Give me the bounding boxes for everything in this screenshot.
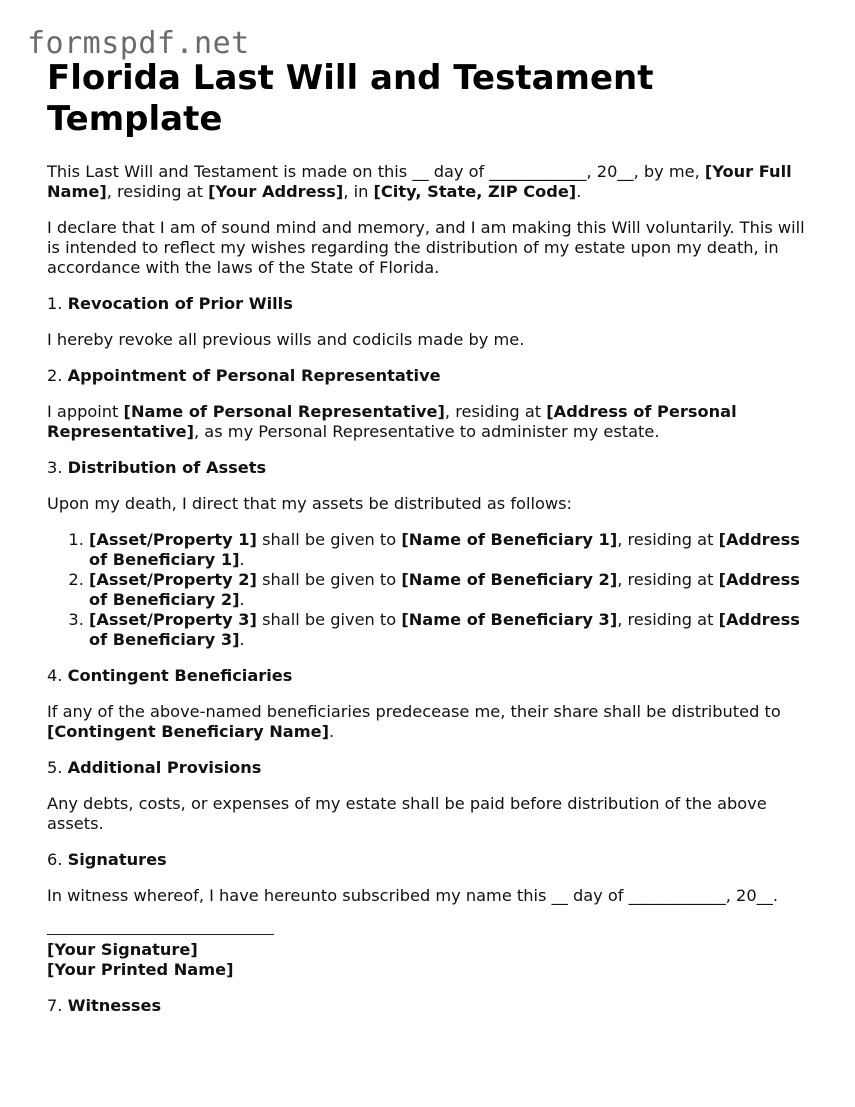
placeholder-rep-address: [Address of Personal Representative] [47, 402, 737, 441]
placeholder-asset: [Asset/Property 2] [89, 570, 257, 589]
intro-paragraph [47, 162, 822, 202]
section-heading-4 [47, 666, 822, 686]
asset-list-item [89, 530, 822, 570]
section-heading-3 [47, 458, 822, 478]
body-text: , as my Personal Representative to administer my estate. [194, 422, 660, 441]
declaration-paragraph: I declare that I am of sound mind and memory, and I am making this Will voluntarily. This will is intended to reflect my wishes regarding the distribution of my estate upon my death, in accordance with the laws of the State of Florida. [47, 218, 805, 277]
placeholder-beneficiary-address: [Address of Beneficiary 2] [89, 570, 800, 609]
document-page [47, 58, 822, 1016]
section-title: Additional Provisions [67, 758, 262, 777]
section-heading-7 [47, 996, 822, 1016]
intro-text: , residing at [106, 182, 209, 201]
placeholder-beneficiary: [Name of Beneficiary 1] [401, 530, 618, 549]
section-heading-5 [47, 758, 822, 778]
section-title: Signatures [67, 850, 167, 869]
asset-list [47, 530, 822, 650]
section-body-4 [47, 702, 822, 742]
placeholder-printed-name: [Your Printed Name] [47, 960, 234, 979]
section-body-1: I hereby revoke all previous wills and codicils made by me. [47, 330, 525, 349]
placeholder-rep-name: [Name of Personal Representative] [123, 402, 445, 421]
placeholder-beneficiary: [Name of Beneficiary 2] [401, 570, 618, 589]
section-body-5: Any debts, costs, or expenses of my estate shall be paid before distribution of the above assets. [47, 794, 767, 833]
document-title: Florida Last Will and Testament Template [47, 58, 654, 139]
section-heading-6 [47, 850, 822, 870]
section-number: 1. [47, 294, 68, 313]
body-text: , residing at [617, 610, 719, 629]
section-body-2 [47, 402, 822, 442]
intro-text: . [576, 182, 582, 201]
body-text: I appoint [47, 402, 124, 421]
body-text: shall be given to [256, 610, 402, 629]
placeholder-asset: [Asset/Property 3] [89, 610, 257, 629]
body-text: , residing at [617, 530, 719, 549]
section-title: Contingent Beneficiaries [67, 666, 293, 685]
body-text: . [239, 590, 245, 609]
body-text: , residing at [617, 570, 719, 589]
section-number: 2. [47, 366, 68, 385]
section-number: 5. [47, 758, 68, 777]
section-title: Appointment of Personal Representative [67, 366, 441, 385]
section-title: Witnesses [67, 996, 162, 1015]
body-text: . [239, 550, 245, 569]
placeholder-beneficiary: [Name of Beneficiary 3] [401, 610, 618, 629]
body-text: . [239, 630, 245, 649]
intro-text: , in [343, 182, 374, 201]
body-text: , residing at [444, 402, 547, 421]
body-text: . [328, 722, 335, 741]
section-title: Distribution of Assets [67, 458, 267, 477]
placeholder-city: [City, State, ZIP Code] [373, 182, 577, 201]
signature-line [47, 934, 274, 935]
placeholder-beneficiary-address: [Address of Beneficiary 1] [89, 530, 800, 569]
placeholder-asset: [Asset/Property 1] [89, 530, 257, 549]
asset-list-item [89, 610, 822, 650]
section-number: 4. [47, 666, 68, 685]
placeholder-address: [Your Address] [208, 182, 344, 201]
section-heading-2 [47, 366, 822, 386]
body-text: shall be given to [256, 570, 402, 589]
section-body-6: In witness whereof, I have hereunto subscribed my name this __ day of ____________, 20__. [47, 886, 778, 905]
asset-list-item [89, 570, 822, 610]
body-text: shall be given to [256, 530, 402, 549]
placeholder-contingent-beneficiary: [Contingent Beneficiary Name] [47, 722, 329, 741]
section-number: 6. [47, 850, 68, 869]
section-body-3: Upon my death, I direct that my assets be distributed as follows: [47, 494, 572, 513]
placeholder-beneficiary-address: [Address of Beneficiary 3] [89, 610, 800, 649]
placeholder-signature: [Your Signature] [47, 940, 198, 959]
intro-text: This Last Will and Testament is made on this __ day of ____________, 20__, by me, [47, 162, 705, 181]
section-heading-1 [47, 294, 822, 314]
watermark: formspdf.net [27, 26, 250, 61]
section-title: Revocation of Prior Wills [67, 294, 293, 313]
section-number: 7. [47, 996, 68, 1015]
body-text: If any of the above-named beneficiaries predecease me, their share shall be distributed to [47, 702, 781, 721]
placeholder-full-name: [Your Full Name] [47, 162, 792, 201]
section-number: 3. [47, 458, 68, 477]
